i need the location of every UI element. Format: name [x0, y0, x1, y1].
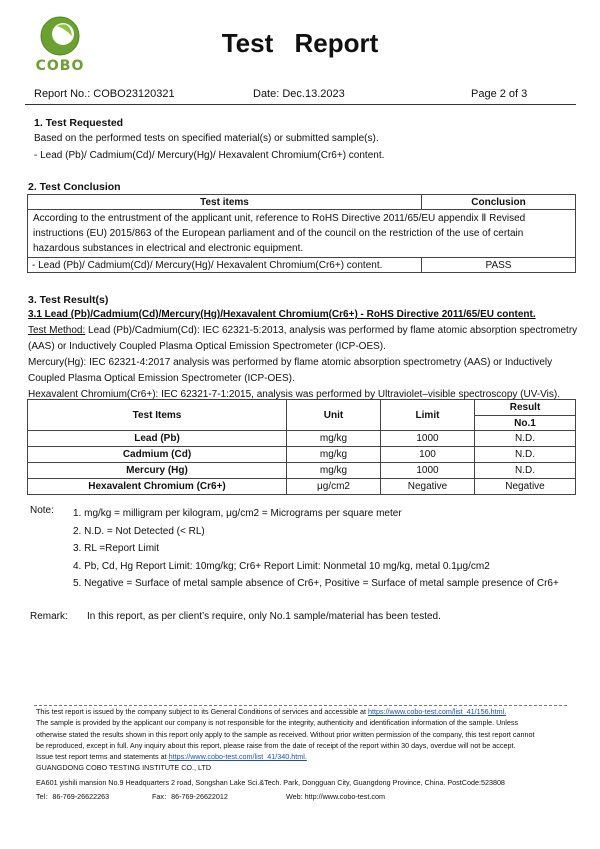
result-limit: 100 — [381, 447, 475, 463]
note-4: 4. Pb, Cd, Hg Report Limit: 10mg/kg; Cr6+ Report Limit: Nonmetal 10 mg/kg, metal 0.1μg/cm2 — [73, 560, 490, 572]
test-method-block — [28, 323, 588, 403]
conclusion-text: According to the entrustment of the applicant unit, reference to RoHS Directive 2011/65/EU appendix Ⅱ Revised instructions (EU) 2015/863 of the European parliament and of the council on the restriction of the use of certain hazardous substances in electrical and electronic equipment. — [28, 210, 576, 258]
result-limit: 1000 — [381, 431, 475, 447]
result-limit: Negative — [381, 479, 475, 495]
result-unit: mg/kg — [287, 463, 381, 479]
note-1: 1. mg/kg = milligram per kilogram, μg/cm2 = Micrograms per square meter — [73, 508, 402, 519]
footer-line-2: The sample is provided by the applicant our company is not responsible for the integrity, authenticity and identification information of the sample. Unless — [36, 718, 519, 728]
company-name: GUANGDONG COBO TESTING INSTITUTE CO., LTD — [36, 763, 212, 773]
test-method-2: Mercury(Hg): IEC 62321-4:2017 analysis was performed by flame atomic absorption spectrometry (AAS) or Inductively Coupled Plasma Optical Emission Spectrometer (ICP-OES). — [28, 357, 553, 384]
note-5: 5. Negative = Surface of metal sample absence of Cr6+, Positive = Surface of metal sample presence of Cr6+ — [73, 578, 559, 589]
report-date: Date: Dec.13.2023 — [253, 88, 345, 100]
col-no1-header: No.1 — [475, 416, 576, 431]
remark-label: Remark: — [30, 611, 68, 622]
logo-text: COBO — [35, 58, 85, 74]
note-3: 3. RL =Report Limit — [73, 543, 160, 554]
conditions-link[interactable]: https://www.cobo-test.com/list_41/156.html. — [367, 707, 507, 716]
test-method-3: Hexavalent Chromium(Cr6+): IEC 62321-7-1:2015, analysis was performed by Ultraviolet–visible spectroscopy (UV-Vis). — [28, 389, 560, 400]
footer-line-4: be reproduced, except in full. Any inquiry about this report, please raise from the date of receipt of the report within 30 days, overdue will not be accept. — [36, 740, 516, 750]
table-row — [28, 479, 576, 495]
note-2: 2. N.D. = Not Detected (< RL) — [73, 525, 205, 537]
result-value: N.D. — [475, 463, 576, 479]
section-1-heading: 1. Test Requested — [34, 117, 124, 129]
terms-link[interactable]: https://www.cobo-test.com/list_41/340.html. — [168, 752, 307, 762]
col-limit-header: Limit — [381, 400, 475, 431]
result-value: Negative — [475, 479, 576, 495]
footer-line-1: This test report is issued by the company subject to its General Conditions of services and accessible at — [36, 707, 368, 716]
page-number: Page 2 of 3 — [471, 88, 528, 100]
contact-row — [36, 791, 566, 803]
fax: Fax：86-769-26622012 — [152, 792, 228, 802]
result-unit: mg/kg — [287, 431, 381, 447]
header-divider — [25, 104, 576, 105]
test-method-label: Test Method: — [28, 325, 86, 336]
tel: Tel：86-769-26622263 — [36, 792, 110, 802]
section-1-line-1: Based on the performed tests on specified material(s) or submitted sample(s). — [34, 133, 379, 144]
page-title: Test Report — [221, 28, 379, 58]
footer-line-5: Issue test report terms and statements at — [36, 752, 169, 762]
conclusion-result: PASS — [422, 258, 576, 273]
company-address: EA601 yishili mansion No.9 Headquarters 2 road, Songshan Lake Sci.&Tech. Park, Dongguan City, Guangdong Province, China. PostCode:523808 — [36, 777, 505, 787]
remark-text: In this report, as per client’s require, only No.1 sample/material has been tested. — [87, 611, 441, 622]
col-test-items-header: Test Items — [28, 400, 287, 431]
test-method-1: Lead (Pb)/Cadmium(Cd): IEC 62321-5:2013, analysis was performed by flame atomic absorption spectrometry (AAS) or Inductively Coupled Plasma Optical Emission Spectrometer (ICP-OES). — [28, 325, 578, 352]
table-row — [28, 463, 576, 479]
col-test-items: Test items — [28, 195, 422, 210]
col-result-header: Result — [475, 400, 576, 416]
table-row — [28, 431, 576, 447]
section-2-heading: 2. Test Conclusion — [28, 181, 121, 193]
table-row — [28, 447, 576, 463]
notes-list — [73, 505, 593, 593]
col-unit-header: Unit — [287, 400, 381, 431]
conclusion-item: - Lead (Pb)/ Cadmium(Cd)/ Mercury(Hg)/ Hexavalent Chromium(Cr6+) content. — [28, 258, 422, 273]
section-1-line-2: - Lead (Pb)/ Cadmium(Cd)/ Mercury(Hg)/ Hexavalent Chromium(Cr6+) content. — [34, 150, 385, 161]
result-item: Cadmium (Cd) — [28, 447, 287, 463]
results-table — [27, 399, 576, 495]
conclusion-table — [27, 194, 576, 273]
result-unit: μg/cm2 — [287, 479, 381, 495]
footer-line-3: otherwise stated the results shown in this report only apply to the sample as received. Without prior written permission of the company, this test report cannot — [36, 729, 535, 739]
footer-block — [36, 706, 566, 803]
result-item: Lead (Pb) — [28, 431, 287, 447]
result-item: Hexavalent Chromium (Cr6+) — [28, 479, 287, 495]
report-number: Report No.: COBO23120321 — [34, 88, 175, 100]
result-limit: 1000 — [381, 463, 475, 479]
result-item: Mercury (Hg) — [28, 463, 287, 479]
note-label: Note: — [30, 505, 54, 516]
result-unit: mg/kg — [287, 447, 381, 463]
result-value: N.D. — [475, 431, 576, 447]
website: Web: http://www.cobo-test.com — [286, 792, 385, 802]
section-3-heading: 3. Test Result(s) — [28, 294, 109, 306]
result-value: N.D. — [475, 447, 576, 463]
col-conclusion: Conclusion — [422, 195, 576, 210]
section-3-1-heading: 3.1 Lead (Pb)/Cadmium(Cd)/Mercury(Hg)/Hexavalent Chromium(Cr6+) - RoHS Directive 2011/65/EU content. — [28, 309, 536, 320]
